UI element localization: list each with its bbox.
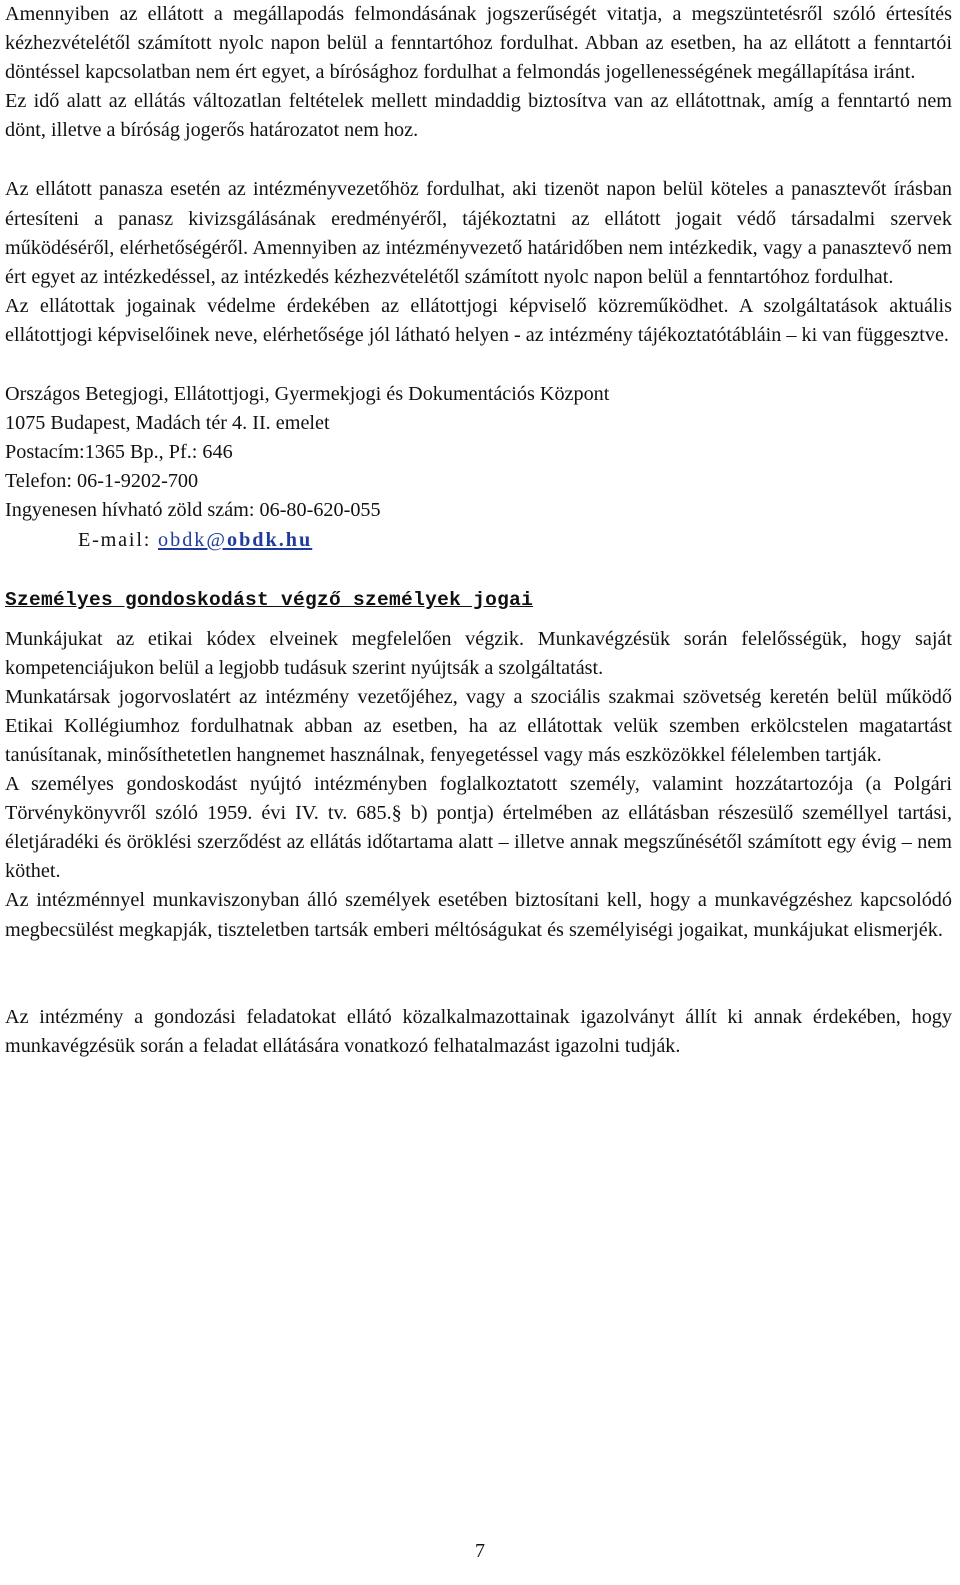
document-page <box>5 0 952 1061</box>
email-row <box>5 526 952 555</box>
id-card-paragraph: Az intézmény a gondozási feladatokat ellátó közalkalmazottainak igazolványt állít ki annak érdekében, hogy munkavégzésük során a feladat ellátására vonatkozó felhatalmazást igazolni tudják. <box>5 1005 952 1057</box>
rights-representative-paragraph: Az ellátottak jogainak védelme érdekében az ellátottjogi képviselő közreműködhet. A szolgáltatások aktuális ellátottjogi képviselőinek neve, elérhetősége jól látható helyen - az intézmény tájékoztatótábláin – ki van függesztve. <box>5 294 952 346</box>
organization-name: Országos Betegjogi, Ellátottjogi, Gyermekjogi és Dokumentációs Központ <box>5 383 610 406</box>
green-phone-number: Ingyenesen hívható zöld szám: 06-80-620-055 <box>5 499 381 522</box>
termination-paragraph: Amennyiben az ellátott a megállapodás felmondásának jogszerűségét vitatja, a megszüntetésről szóló értesítés kézhezvételétől számított nyolc napon belül a fenntartóhoz fordulhat. Abban az esetben, ha az ellátott a fenntartói döntéssel kapcsolatban nem ért egyet, a bírósághoz fordulhat a felmondás jogellenességének megállapítása iránt. <box>5 3 952 84</box>
spacer <box>5 945 952 1003</box>
employee-dignity-paragraph: Az intézménnyel munkaviszonyban álló személyek esetében biztosítani kell, hogy a munkavégzéshez kapcsolódó megbecsülést megkapják, tiszteletben tartsák emberi méltóságukat és személyiségi jogaikat, munkájukat elismerjék. <box>5 889 952 941</box>
postal-address: Postacím:1365 Bp., Pf.: 646 <box>5 441 233 464</box>
interim-care-paragraph: Ez idő alatt az ellátás változatlan feltételek mellett mindaddig biztosítva van az ellátottnak, amíg a fenntartó nem dönt, illetve a bíróság jogerős határozatot nem hoz. <box>5 90 952 142</box>
spacer <box>5 350 952 380</box>
complaint-paragraph: Az ellátott panasza esetén az intézményvezetőhöz fordulhat, aki tizenöt napon belül köteles a panasztevőt írásban értesíteni a panasz kivizsgálásának eredményéről, tájékoztatni az ellátott jogait védő társadalmi szervek működéséről, elérhetőségéről. Amennyiben az intézményvezető határidőben nem intézkedik, vagy a panasztevő nem ért egyet az intézkedéssel, az intézkedés kézhezvételétől számított nyolc napon belül a fenntartóhoz fordulhat. <box>5 178 952 288</box>
email-user: obdk@ <box>158 528 227 551</box>
contract-restriction-paragraph: A személyes gondoskodást nyújtó intézményben foglalkoztatott személy, valamint hozzátartozója (a Polgári Törvénykönyvről szóló 1959. évi IV. tv. 685.§ b) pontja) értelmében az ellátásban részesülő személlyel tartási, életjáradéki és öröklési szerződést az ellátás időtartama alatt – illetve annak megszűnésétől számított egy évig – nem köthet. <box>5 773 952 883</box>
ethics-paragraph: Munkájukat az etikai kódex elveinek megfelelően végzik. Munkavégzésük során felelősségük, hogy saját kompetenciájukon belül a legjobb tudásuk szerint nyújtsák a szolgáltatást. <box>5 627 952 679</box>
spacer <box>5 145 952 175</box>
section-heading: Személyes gondoskodást végző személyek jogai <box>5 588 534 611</box>
spacer <box>5 555 952 585</box>
legal-remedy-paragraph: Munkatársak jogorvoslatért az intézmény vezetőjéhez, vagy a szociális szakmai szövetség keretén belül működő Etikai Kollégiumhoz fordulhatnak abban az esetben, ha az ellátottak velük szemben erkölcstelen magatartást tanúsítanak, minősíthetetlen hangnemet használnak, fenyegetéssel vagy más eszközökkel félelemben tartják. <box>5 685 952 766</box>
email-label: E-mail: <box>78 528 158 551</box>
contact-address-block <box>5 380 952 555</box>
spacer <box>5 615 952 625</box>
email-link[interactable] <box>158 529 312 551</box>
email-domain: obdk.hu <box>226 528 313 551</box>
phone-number: Telefon: 06-1-9202-700 <box>5 470 199 493</box>
page-number: 7 <box>475 1540 485 1562</box>
street-address: 1075 Budapest, Madách tér 4. II. emelet <box>5 412 330 435</box>
